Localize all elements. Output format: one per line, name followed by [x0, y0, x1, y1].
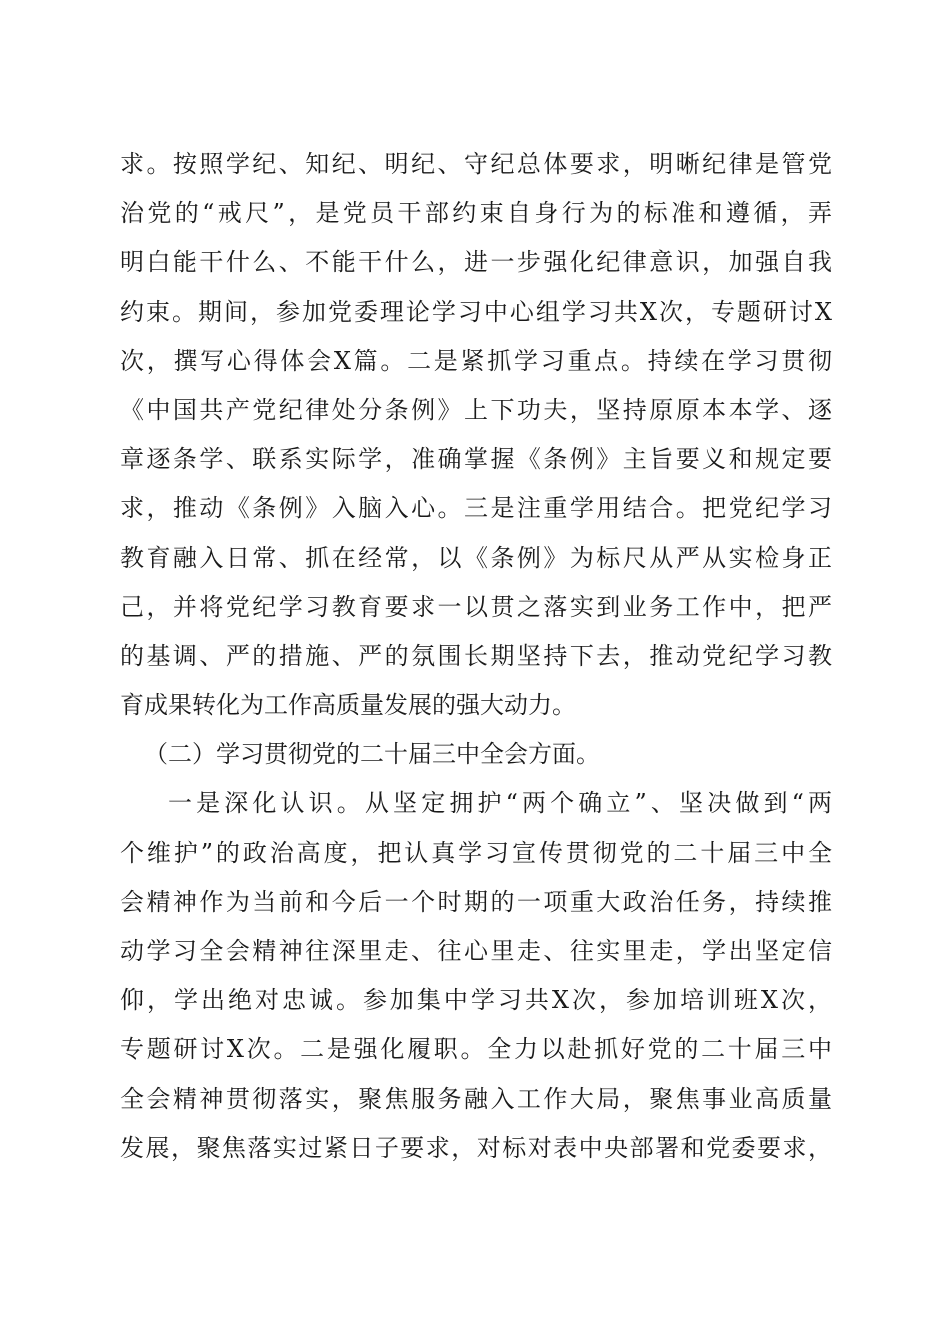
body-line: 一是深化认识。从坚定拥护“两个确立”、坚决做到“两 [168, 789, 832, 818]
body-line: 专题研讨X次。二是强化履职。全力以赴抓好党的二十届三中 [120, 1035, 832, 1064]
body-line: 动学习全会精神往深里走、往心里走、往实里走，学出坚定信 [120, 937, 832, 965]
body-line: 全会精神贯彻落实，聚焦服务融入工作大局，聚焦事业高质量 [120, 1084, 832, 1113]
body-line: 章逐条学、联系实际学，准确掌握《条例》主旨要义和规定要 [120, 445, 832, 474]
body-line: 育成果转化为工作高质量发展的强大动力。 [120, 691, 576, 720]
body-line: 仰，学出绝对忠诚。参加集中学习共X次，参加培训班X次， [120, 986, 832, 1015]
body-line: 己，并将党纪学习教育要求一以贯之落实到业务工作中，把严 [120, 592, 832, 621]
section-heading: （二）学习贯彻党的二十届三中全会方面。 [144, 740, 600, 769]
body-line: 《中国共产党纪律处分条例》上下功夫，坚持原原本本学、逐 [120, 395, 832, 424]
body-line: 会精神作为当前和今后一个时期的一项重大政治任务，持续推 [120, 887, 832, 916]
body-line: 治党的“戒尺”，是党员干部约束自身行为的标准和遵循，弄 [120, 199, 832, 228]
body-line: 约束。期间，参加党委理论学习中心组学习共X次，专题研讨X [120, 297, 832, 326]
body-line: 个维护”的政治高度，把认真学习宣传贯彻党的二十届三中全 [120, 838, 832, 867]
body-line: 求，推动《条例》入脑入心。三是注重学用结合。把党纪学习 [120, 494, 832, 523]
document-body [120, 140, 832, 1173]
body-line: 教育融入日常、抓在经常，以《条例》为标尺从严从实检身正 [120, 543, 832, 572]
body-line: 次，撰写心得体会X篇。二是紧抓学习重点。持续在学习贯彻 [120, 346, 832, 375]
body-line: 的基调、严的措施、严的氛围长期坚持下去，推动党纪学习教 [120, 641, 832, 670]
body-line: 发展，聚焦落实过紧日子要求，对标对表中央部署和党委要求， [120, 1133, 832, 1162]
body-line: 明白能干什么、不能干什么，进一步强化纪律意识，加强自我 [120, 248, 832, 277]
body-line: 求。按照学纪、知纪、明纪、守纪总体要求，明晰纪律是管党 [120, 150, 832, 178]
